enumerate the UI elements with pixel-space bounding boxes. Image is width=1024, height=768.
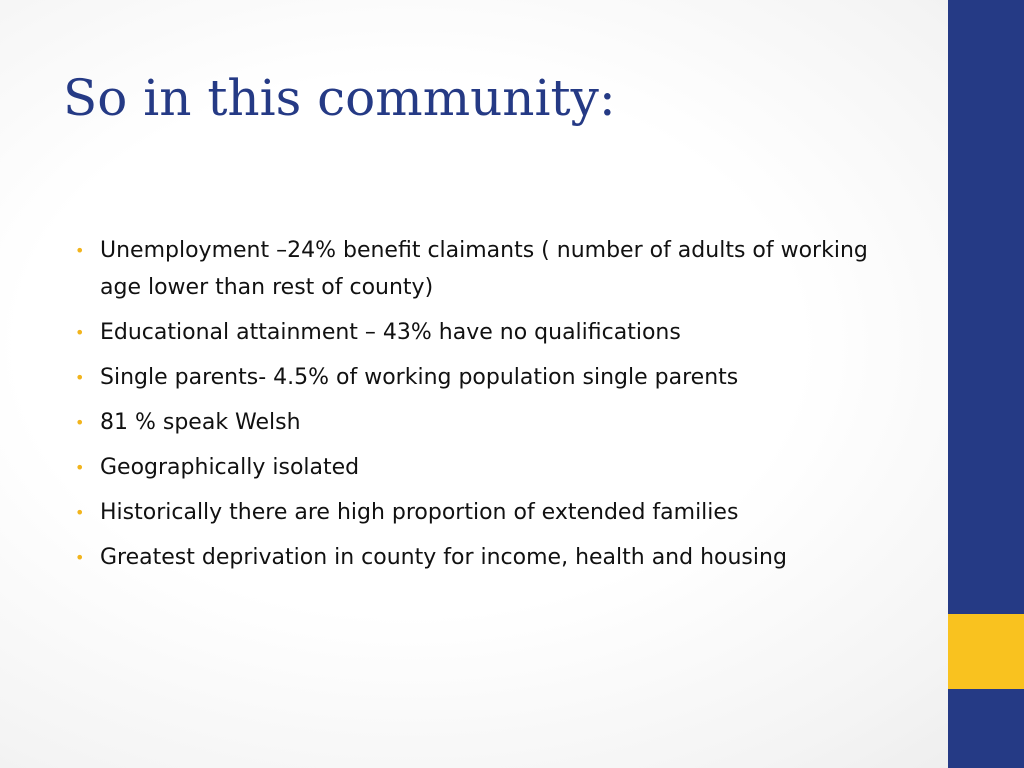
bullet-item-unemployment [75, 232, 905, 306]
bullet-item-single-parents [75, 359, 905, 396]
bullet-text: 81 % speak Welsh [100, 410, 301, 435]
bullet-item-isolation [75, 449, 905, 486]
bullet-text: Geographically isolated [100, 455, 360, 480]
bullet-item-deprivation [75, 539, 905, 576]
bullet-dot-icon: • [75, 323, 85, 342]
bullet-text: Single parents- 4.5% of working population single parents [100, 365, 739, 390]
bullet-text: Educational attainment – 43% have no qualifications [100, 320, 681, 345]
bullet-text: Unemployment –24% benefit claimants ( number of adults of working age lower than rest of county) [100, 238, 868, 300]
bullet-dot-icon: • [75, 548, 85, 567]
bullet-text: Greatest deprivation in county for income, health and housing [100, 545, 787, 570]
bullet-dot-icon: • [75, 241, 85, 260]
bullet-text: Historically there are high proportion of extended families [100, 500, 739, 525]
bullet-dot-icon: • [75, 413, 85, 432]
bullet-item-extended-families [75, 494, 905, 531]
bullet-item-education [75, 314, 905, 351]
bullet-item-welsh [75, 404, 905, 441]
side-accent-block [948, 614, 1024, 689]
slide-title: So in this community: [63, 69, 616, 127]
bullet-list [75, 232, 905, 584]
bullet-dot-icon: • [75, 368, 85, 387]
bullet-dot-icon: • [75, 503, 85, 522]
bullet-dot-icon: • [75, 458, 85, 477]
